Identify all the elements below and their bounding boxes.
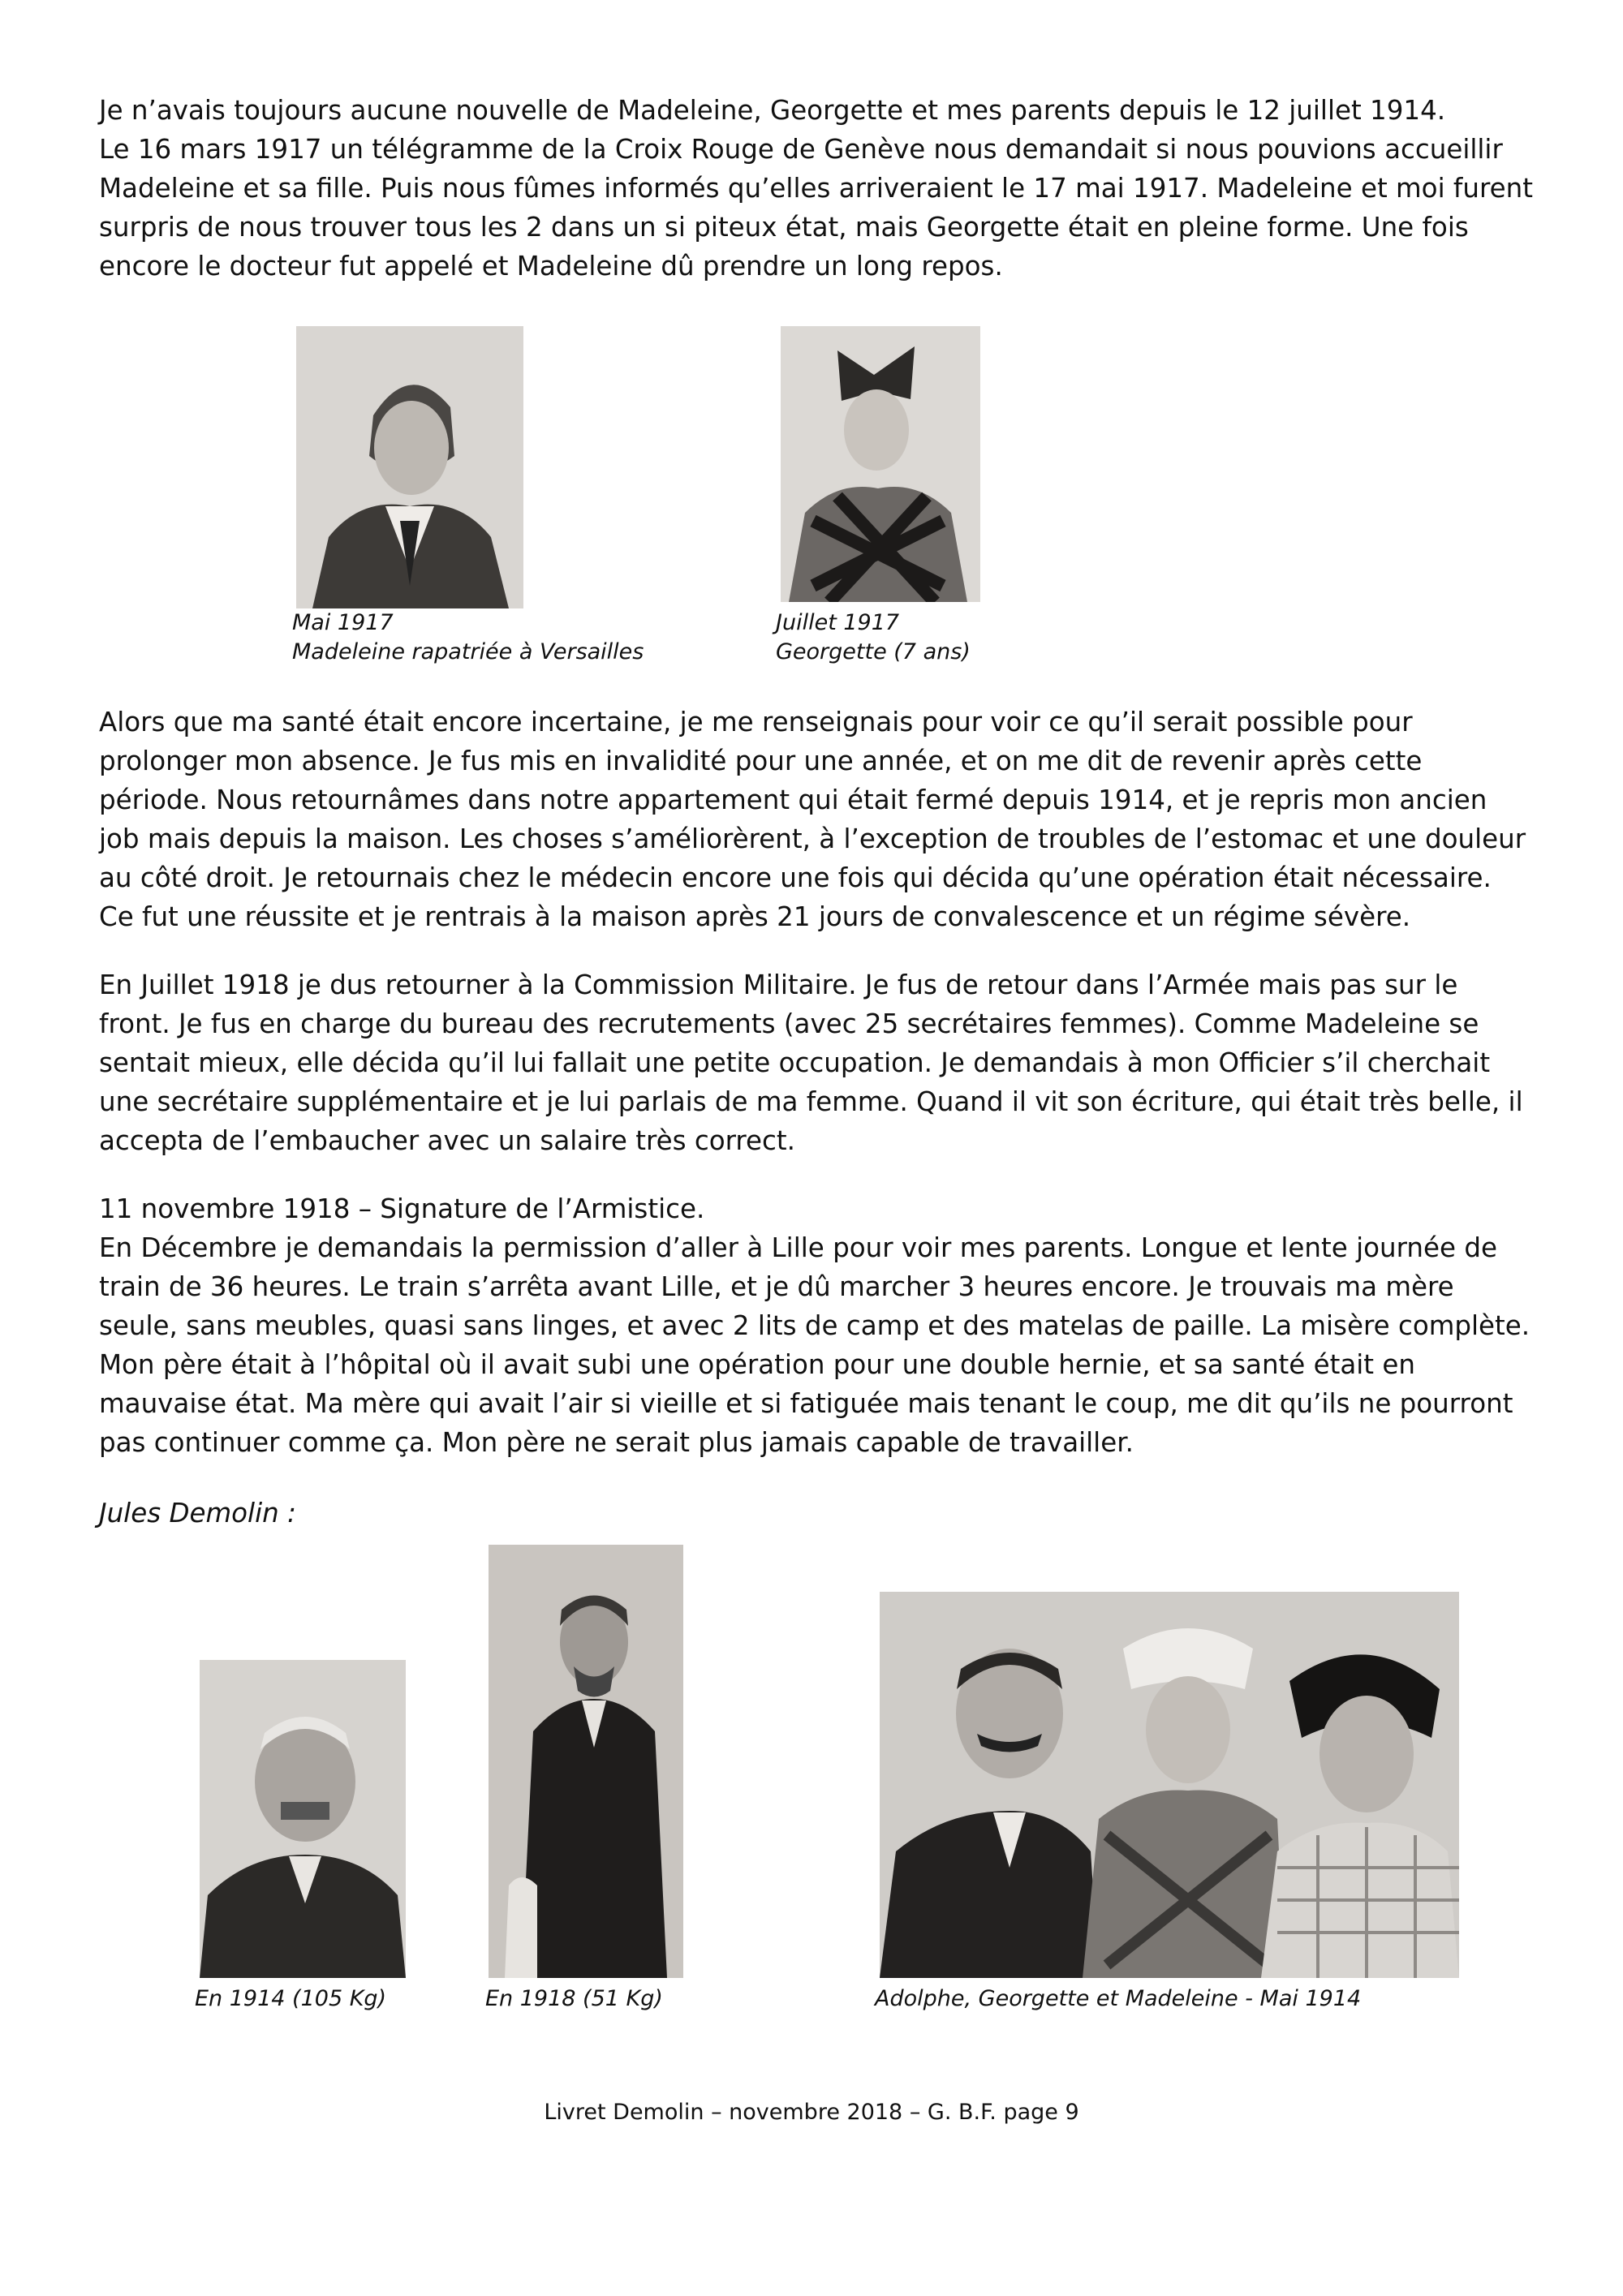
caption-jules-1918: En 1918 (51 Kg)	[485, 1986, 663, 2011]
paragraph-line: accepta de l’embaucher avec un salaire très correct.	[99, 1125, 795, 1156]
paragraph-line: job mais depuis la maison. Les choses s’améliorèrent, à l’exception de troubles de l’estomac et une douleur	[99, 823, 1526, 854]
paragraph-line: 11 novembre 1918 – Signature de l’Armistice.	[99, 1193, 705, 1224]
photo-jules-1918	[489, 1545, 683, 1978]
paragraph-line: En Juillet 1918 je dus retourner à la Commission Militaire. Je fus de retour dans l’Armée mais pas sur le	[99, 970, 1458, 1000]
photo-madeleine-1917	[296, 326, 523, 608]
page-footer: Livret Demolin – novembre 2018 – G. B.F. page 9	[544, 2100, 1079, 2125]
paragraph-line: mauvaise état. Ma mère qui avait l’air si vieille et si fatiguée mais tenant le coup, me dit qu’ils ne pourront	[99, 1388, 1513, 1419]
paragraph-line: pas continuer comme ça. Mon père ne serait plus jamais capable de travailler.	[99, 1427, 1134, 1458]
photo-georgette-1917	[781, 326, 980, 602]
signature-label: Jules Demolin :	[99, 1498, 296, 1529]
caption-madeleine	[292, 608, 644, 667]
paragraph-line: Le 16 mars 1917 un télégramme de la Croix Rouge de Genève nous demandait si nous pouvions accueillir	[99, 134, 1503, 165]
caption-date: Juillet 1917	[776, 610, 900, 635]
paragraph-line: sentait mieux, elle décida qu’il lui fallait une petite occupation. Je demandais à mon Officier s’il cherchait	[99, 1047, 1491, 1078]
paragraph-3	[99, 965, 1527, 1160]
paragraph-line: Alors que ma santé était encore incertaine, je me renseignais pour voir ce qu’il serait possible pour	[99, 707, 1413, 737]
paragraph-line: Mon père était à l’hôpital où il avait subi une opération pour une double hernie, et sa santé était en	[99, 1349, 1415, 1380]
paragraph-line: au côté droit. Je retournais chez le médecin encore une fois qui décida qu’une opération était nécessaire.	[99, 862, 1492, 893]
paragraph-line: train de 36 heures. Le train s’arrêta avant Lille, et je dû marcher 3 heures encore. Je trouvais ma mère	[99, 1271, 1454, 1302]
caption-georgette	[776, 608, 971, 667]
caption-jules-1914: En 1914 (105 Kg)	[195, 1986, 387, 2011]
caption-text: Madeleine rapatriée à Versailles	[292, 639, 644, 664]
caption-text: Georgette (7 ans)	[776, 639, 971, 664]
paragraph-line: période. Nous retournâmes dans notre appartement qui était fermé depuis 1914, et je repris mon ancien	[99, 785, 1487, 815]
caption-family: Adolphe, Georgette et Madeleine - Mai 1914	[875, 1986, 1362, 2011]
paragraph-line: surpris de nous trouver tous les 2 dans un si piteux état, mais Georgette était en pleine forme. Une fois	[99, 212, 1469, 243]
paragraph-line: encore le docteur fut appelé et Madeleine dû prendre un long repos.	[99, 251, 1003, 282]
paragraph-line: une secrétaire supplémentaire et je lui parlais de ma femme. Quand il vit son écriture, qui était très belle, il	[99, 1086, 1523, 1117]
photo-family-1914	[880, 1592, 1459, 1978]
paragraph-line: seule, sans meubles, quasi sans linges, et avec 2 lits de camp et des matelas de paille. La misère complète.	[99, 1310, 1530, 1341]
paragraph-1	[99, 91, 1533, 286]
paragraph-line: Ce fut une réussite et je rentrais à la maison après 21 jours de convalescence et un régime sévère.	[99, 901, 1411, 932]
paragraph-line: Madeleine et sa fille. Puis nous fûmes informés qu’elles arriveraient le 17 mai 1917. Madeleine et moi furent	[99, 173, 1533, 204]
photo-jules-1914	[200, 1660, 406, 1978]
paragraph-4	[99, 1189, 1530, 1462]
paragraph-2	[99, 703, 1527, 936]
paragraph-line: En Décembre je demandais la permission d’aller à Lille pour voir mes parents. Longue et lente journée de	[99, 1232, 1497, 1263]
caption-date: Mai 1917	[292, 610, 394, 635]
paragraph-line: Je n’avais toujours aucune nouvelle de Madeleine, Georgette et mes parents depuis le 12 juillet 1914.	[99, 95, 1446, 126]
paragraph-line: front. Je fus en charge du bureau des recrutements (avec 25 secrétaires femmes). Comme Madeleine se	[99, 1008, 1479, 1039]
paragraph-line: prolonger mon absence. Je fus mis en invalidité pour une année, et on me dit de revenir après cette	[99, 746, 1423, 776]
